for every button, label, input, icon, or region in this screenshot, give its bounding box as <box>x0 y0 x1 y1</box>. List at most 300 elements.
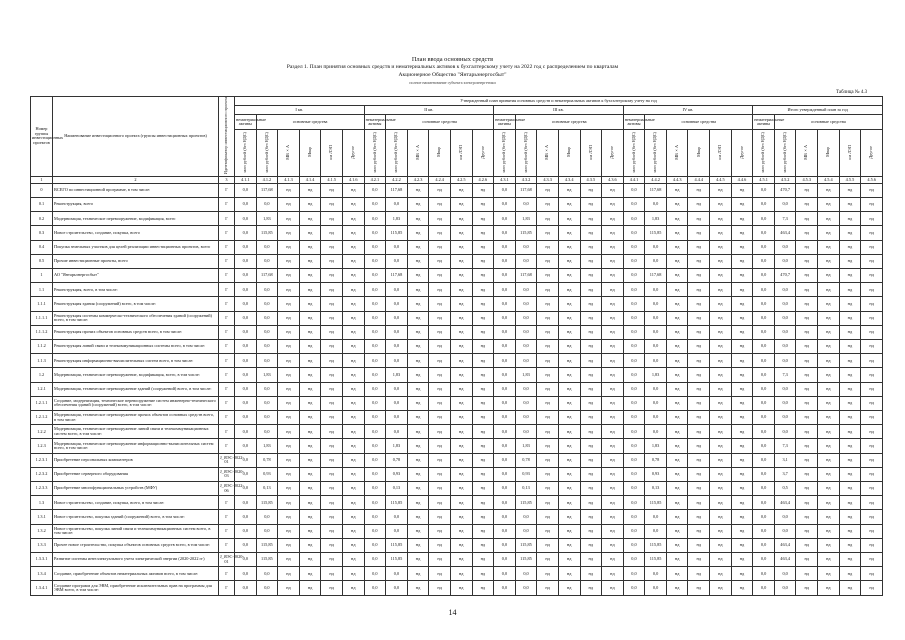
table-row <box>31 510 883 524</box>
cell-empty: нд <box>710 439 732 453</box>
cell-empty: нд <box>407 396 429 410</box>
row-id: Г <box>219 226 235 240</box>
sub-header: млн рублей (без НДС) <box>623 130 645 176</box>
cell-os: 115,85 <box>256 496 278 510</box>
cell-empty: нд <box>666 510 688 524</box>
cell-empty: нд <box>710 368 732 382</box>
sub-header: км ЛЭП <box>839 130 861 176</box>
cell-empty: нд <box>472 439 494 453</box>
sub-header: МВ×А <box>537 130 559 176</box>
row-num: 1.2.1.2 <box>31 411 53 425</box>
table-row <box>31 453 883 467</box>
table-row <box>31 439 883 453</box>
cell-empty: нд <box>450 325 472 339</box>
cell-empty: нд <box>407 411 429 425</box>
cell-empty: нд <box>688 411 710 425</box>
group-header-nma: нематериальные активы <box>364 115 386 130</box>
cell-empty: нд <box>861 496 883 510</box>
cell-empty: нд <box>450 311 472 325</box>
cell-empty: нд <box>472 269 494 283</box>
cell-nma: 0,0 <box>753 212 775 226</box>
cell-nma: 0,0 <box>753 467 775 481</box>
cell-nma: 0,0 <box>364 453 386 467</box>
cell-empty: нд <box>537 553 559 567</box>
cell-empty: нд <box>537 226 559 240</box>
table-row <box>31 411 883 425</box>
cell-empty: нд <box>580 240 602 254</box>
sub-header: МВ×А <box>278 130 300 176</box>
cell-nma: 0,0 <box>364 396 386 410</box>
cell-empty: нд <box>342 453 364 467</box>
row-name: Создание программ для ЭВМ, приобретение исключительных прав на программы для ЭВМ всего, в том числе: <box>53 581 219 595</box>
cell-empty: нд <box>278 226 300 240</box>
cell-empty: нд <box>299 340 321 354</box>
cell-empty: нд <box>710 183 732 197</box>
cell-empty: нд <box>796 212 818 226</box>
cell-nma: 0,0 <box>364 368 386 382</box>
quarter-header-q1: I кв. <box>235 105 365 115</box>
cell-empty: нд <box>796 538 818 552</box>
cell-empty: нд <box>407 297 429 311</box>
cell-empty: нд <box>796 311 818 325</box>
cell-empty: нд <box>429 496 451 510</box>
cell-nma: 0,0 <box>235 538 257 552</box>
row-name: Модернизация, техническое перевооружение линий связи и телекоммуникационных систем всего, в том числе: <box>53 425 219 439</box>
cell-empty: нд <box>731 212 753 226</box>
cell-nma: 0,0 <box>235 183 257 197</box>
cell-empty: нд <box>731 453 753 467</box>
cell-empty: нд <box>688 425 710 439</box>
cell-nma: 0,0 <box>623 567 645 581</box>
cell-empty: нд <box>666 297 688 311</box>
cell-empty: нд <box>580 396 602 410</box>
cell-empty: нд <box>818 354 840 368</box>
cell-empty: нд <box>580 226 602 240</box>
row-num: 1.3.2 <box>31 524 53 538</box>
cell-nma: 0,0 <box>753 325 775 339</box>
cell-empty: нд <box>558 524 580 538</box>
cell-empty: нд <box>839 439 861 453</box>
cell-os: 0,0 <box>774 411 796 425</box>
cell-empty: нд <box>321 411 343 425</box>
cell-empty: нд <box>580 183 602 197</box>
row-num: 1 <box>31 269 53 283</box>
cell-empty: нд <box>321 439 343 453</box>
cell-os: 1,83 <box>515 368 537 382</box>
cell-empty: нд <box>839 538 861 552</box>
cell-empty: нд <box>710 396 732 410</box>
cell-empty: нд <box>666 283 688 297</box>
cell-os: 117,68 <box>256 269 278 283</box>
cell-empty: нд <box>602 453 624 467</box>
cell-empty: нд <box>450 510 472 524</box>
cell-empty: нд <box>537 467 559 481</box>
cell-os: 117,68 <box>515 269 537 283</box>
cell-empty: нд <box>796 425 818 439</box>
cell-empty: нд <box>861 382 883 396</box>
cell-empty: нд <box>472 382 494 396</box>
cell-empty: нд <box>861 226 883 240</box>
cell-os: 0,0 <box>774 325 796 339</box>
cell-empty: нд <box>688 553 710 567</box>
cell-empty: нд <box>450 212 472 226</box>
cell-empty: нд <box>861 240 883 254</box>
cell-nma: 0,0 <box>753 482 775 496</box>
cell-empty: нд <box>407 538 429 552</box>
table-row <box>31 425 883 439</box>
cell-nma: 0,0 <box>623 411 645 425</box>
row-id: Г <box>219 297 235 311</box>
col-number: 4.4.6 <box>731 176 753 183</box>
cell-nma: 0,0 <box>753 254 775 268</box>
cell-os: 115,85 <box>386 538 408 552</box>
cell-os: 463,4 <box>774 538 796 552</box>
cell-empty: нд <box>321 524 343 538</box>
cell-nma: 0,0 <box>753 553 775 567</box>
cell-empty: нд <box>839 197 861 211</box>
cell-empty: нд <box>861 254 883 268</box>
cell-os: 0,0 <box>386 340 408 354</box>
col-number: 4.3.2 <box>515 176 537 183</box>
row-num: 1.1.1.2 <box>31 325 53 339</box>
row-name: Реконструкция информационно-вычислительных систем всего, в том числе: <box>53 354 219 368</box>
cell-empty: нд <box>861 183 883 197</box>
cell-nma: 0,0 <box>235 439 257 453</box>
cell-empty: нд <box>688 396 710 410</box>
cell-empty: нд <box>861 354 883 368</box>
cell-empty: нд <box>839 524 861 538</box>
cell-nma: 0,0 <box>623 382 645 396</box>
cell-empty: нд <box>407 467 429 481</box>
cell-nma: 0,0 <box>364 581 386 595</box>
cell-os: 115,85 <box>515 553 537 567</box>
cell-nma: 0,0 <box>235 368 257 382</box>
row-num: 1.2 <box>31 368 53 382</box>
sub-header: Другое <box>861 130 883 176</box>
cell-empty: нд <box>796 496 818 510</box>
cell-empty: нд <box>537 581 559 595</box>
cell-nma: 0,0 <box>235 340 257 354</box>
cell-empty: нд <box>429 212 451 226</box>
cell-empty: нд <box>861 467 883 481</box>
cell-os: 0,0 <box>774 524 796 538</box>
cell-empty: нд <box>558 482 580 496</box>
cell-empty: нд <box>472 197 494 211</box>
row-name: Развитие системы интеллектуального учета электрической энергии (2020-2022 гг) <box>53 553 219 567</box>
cell-empty: нд <box>321 197 343 211</box>
cell-empty: нд <box>666 226 688 240</box>
cell-empty: нд <box>278 482 300 496</box>
cell-os: 115,85 <box>386 553 408 567</box>
cell-nma: 0,0 <box>623 553 645 567</box>
cell-empty: нд <box>407 510 429 524</box>
cell-empty: нд <box>407 240 429 254</box>
col-number: 4.5.2 <box>774 176 796 183</box>
cell-nma: 0,0 <box>235 396 257 410</box>
cell-empty: нд <box>710 197 732 211</box>
cell-empty: нд <box>602 467 624 481</box>
cell-empty: нд <box>321 240 343 254</box>
cell-nma: 0,0 <box>364 510 386 524</box>
cell-os: 0,0 <box>515 340 537 354</box>
cell-empty: нд <box>278 340 300 354</box>
cell-os: 117,68 <box>256 183 278 197</box>
cell-empty: нд <box>558 553 580 567</box>
cell-empty: нд <box>688 269 710 283</box>
cell-nma: 0,0 <box>494 439 516 453</box>
cell-empty: нд <box>450 254 472 268</box>
cell-empty: нд <box>537 354 559 368</box>
cell-empty: нд <box>731 482 753 496</box>
cell-empty: нд <box>321 425 343 439</box>
cell-empty: нд <box>407 283 429 297</box>
row-name: Приобретение многофункциональных устройств (МФУ) <box>53 482 219 496</box>
cell-nma: 0,0 <box>623 396 645 410</box>
cell-empty: нд <box>796 482 818 496</box>
cell-empty: нд <box>710 297 732 311</box>
cell-os: 0,0 <box>256 382 278 396</box>
col-number: 4.1.1 <box>235 176 257 183</box>
cell-nma: 0,0 <box>494 197 516 211</box>
col-number: 4.5.4 <box>818 176 840 183</box>
cell-empty: нд <box>321 538 343 552</box>
cell-empty: нд <box>342 425 364 439</box>
col-number: 4.2.4 <box>429 176 451 183</box>
table-row <box>31 269 883 283</box>
sub-header: МВ×А <box>407 130 429 176</box>
cell-empty: нд <box>450 283 472 297</box>
cell-nma: 0,0 <box>623 283 645 297</box>
cell-empty: нд <box>429 240 451 254</box>
cell-empty: нд <box>796 510 818 524</box>
cell-os: 117,68 <box>386 269 408 283</box>
cell-empty: нд <box>731 340 753 354</box>
cell-empty: нд <box>861 212 883 226</box>
cell-empty: нд <box>688 496 710 510</box>
cell-empty: нд <box>407 340 429 354</box>
cell-empty: нд <box>407 254 429 268</box>
cell-empty: нд <box>450 567 472 581</box>
cell-os: 7,3 <box>774 439 796 453</box>
cell-empty: нд <box>299 411 321 425</box>
cell-empty: нд <box>861 581 883 595</box>
cell-nma: 0,0 <box>753 496 775 510</box>
row-id: Г <box>219 425 235 439</box>
cell-empty: нд <box>472 240 494 254</box>
cell-nma: 0,0 <box>753 197 775 211</box>
cell-empty: нд <box>688 368 710 382</box>
sub-header: Другое <box>602 130 624 176</box>
cell-empty: нд <box>602 538 624 552</box>
cell-empty: нд <box>342 396 364 410</box>
cell-os: 0,0 <box>515 325 537 339</box>
cell-empty: нд <box>342 368 364 382</box>
row-id: Г <box>219 240 235 254</box>
cell-nma: 0,0 <box>235 254 257 268</box>
cell-os: 1,83 <box>386 439 408 453</box>
cell-empty: нд <box>688 538 710 552</box>
cell-nma: 0,0 <box>235 311 257 325</box>
cell-empty: нд <box>839 254 861 268</box>
cell-os: 115,85 <box>515 496 537 510</box>
cell-nma: 0,0 <box>235 524 257 538</box>
row-id: Г <box>219 382 235 396</box>
table-row <box>31 297 883 311</box>
cell-nma: 0,0 <box>753 354 775 368</box>
group-header-nma: нематериальные активы <box>235 115 257 130</box>
cell-os: 470,7 <box>774 183 796 197</box>
cell-os: 117,68 <box>645 269 667 283</box>
cell-empty: нд <box>407 425 429 439</box>
cell-empty: нд <box>710 226 732 240</box>
cell-empty: нд <box>818 396 840 410</box>
cell-empty: нд <box>666 340 688 354</box>
cell-empty: нд <box>839 183 861 197</box>
cell-nma: 0,0 <box>364 524 386 538</box>
cell-empty: нд <box>839 467 861 481</box>
group-header-os: основные средства <box>386 115 494 130</box>
row-id: J_ЯЭС-2020-03 <box>219 467 235 481</box>
cell-empty: нд <box>796 411 818 425</box>
cell-nma: 0,0 <box>235 226 257 240</box>
cell-empty: нд <box>558 340 580 354</box>
cell-empty: нд <box>839 496 861 510</box>
row-num: 1.1.2 <box>31 340 53 354</box>
cell-empty: нд <box>342 197 364 211</box>
cell-empty: нд <box>796 297 818 311</box>
cell-empty: нд <box>321 496 343 510</box>
cell-os: 0,0 <box>256 411 278 425</box>
cell-nma: 0,0 <box>364 538 386 552</box>
cell-nma: 0,0 <box>235 354 257 368</box>
table-row <box>31 325 883 339</box>
cell-os: 0,0 <box>515 581 537 595</box>
cell-nma: 0,0 <box>364 553 386 567</box>
table-row <box>31 581 883 595</box>
cell-nma: 0,0 <box>623 581 645 595</box>
cell-empty: нд <box>666 467 688 481</box>
cell-empty: нд <box>688 283 710 297</box>
cell-empty: нд <box>580 197 602 211</box>
cell-empty: нд <box>666 382 688 396</box>
cell-empty: нд <box>796 254 818 268</box>
cell-empty: нд <box>558 510 580 524</box>
cell-empty: нд <box>278 297 300 311</box>
cell-os: 1,83 <box>256 368 278 382</box>
document-title: План ввода основных средств <box>411 56 494 63</box>
row-id: Г <box>219 183 235 197</box>
cell-os: 0,0 <box>774 382 796 396</box>
cell-empty: нд <box>342 297 364 311</box>
cell-empty: нд <box>861 510 883 524</box>
cell-empty: нд <box>861 396 883 410</box>
cell-empty: нд <box>861 411 883 425</box>
cell-empty: нд <box>666 439 688 453</box>
cell-empty: нд <box>299 297 321 311</box>
row-num: 0.3 <box>31 226 53 240</box>
cell-empty: нд <box>558 269 580 283</box>
cell-nma: 0,0 <box>623 183 645 197</box>
cell-empty: нд <box>558 411 580 425</box>
table-row <box>31 311 883 325</box>
cell-empty: нд <box>731 183 753 197</box>
cell-empty: нд <box>278 453 300 467</box>
cell-empty: нд <box>839 482 861 496</box>
cell-nma: 0,0 <box>494 538 516 552</box>
cell-empty: нд <box>688 467 710 481</box>
cell-empty: нд <box>321 297 343 311</box>
cell-empty: нд <box>321 553 343 567</box>
cell-empty: нд <box>796 382 818 396</box>
col-number: 4.1.4 <box>299 176 321 183</box>
cell-os: 0,0 <box>645 297 667 311</box>
cell-empty: нд <box>580 510 602 524</box>
cell-empty: нд <box>537 240 559 254</box>
row-id: J_ЯЭС-2022-06 <box>219 482 235 496</box>
cell-empty: нд <box>861 453 883 467</box>
cell-nma: 0,0 <box>235 453 257 467</box>
cell-empty: нд <box>666 212 688 226</box>
cell-empty: нд <box>710 581 732 595</box>
row-num: 0.2 <box>31 212 53 226</box>
cell-empty: нд <box>710 382 732 396</box>
cell-empty: нд <box>429 396 451 410</box>
col-number: 4.2.1 <box>364 176 386 183</box>
row-name: Покупка земельных участков для целей реализации инвестиционных проектов, всего <box>53 240 219 254</box>
cell-nma: 0,0 <box>753 240 775 254</box>
cell-os: 1,83 <box>386 368 408 382</box>
cell-os: 0,0 <box>645 425 667 439</box>
row-name: Модернизация, техническое перевооружение зданий (сооружений) всего, в том числе: <box>53 382 219 396</box>
group-header-os: основные средства <box>774 115 882 130</box>
cell-os: 0,0 <box>515 382 537 396</box>
cell-os: 0,0 <box>386 524 408 538</box>
cell-empty: нд <box>558 439 580 453</box>
cell-os: 0,0 <box>774 581 796 595</box>
cell-empty: нд <box>861 283 883 297</box>
cell-nma: 0,0 <box>494 354 516 368</box>
cell-empty: нд <box>818 425 840 439</box>
cell-empty: нд <box>839 396 861 410</box>
cell-nma: 0,0 <box>235 467 257 481</box>
cell-empty: нд <box>429 411 451 425</box>
cell-empty: нд <box>861 269 883 283</box>
cell-empty: нд <box>861 325 883 339</box>
cell-empty: нд <box>688 524 710 538</box>
cell-empty: нд <box>450 581 472 595</box>
cell-os: 0,0 <box>386 567 408 581</box>
cell-nma: 0,0 <box>494 382 516 396</box>
cell-empty: нд <box>688 382 710 396</box>
cell-empty: нд <box>731 283 753 297</box>
cell-empty: нд <box>342 524 364 538</box>
cell-empty: нд <box>796 197 818 211</box>
cell-empty: нд <box>342 354 364 368</box>
sub-header: млн рублей (без НДС) <box>256 130 278 176</box>
table-row <box>31 482 883 496</box>
col-number: 4.1.5 <box>321 176 343 183</box>
cell-empty: нд <box>839 553 861 567</box>
cell-empty: нд <box>429 382 451 396</box>
cell-empty: нд <box>407 269 429 283</box>
cell-empty: нд <box>818 283 840 297</box>
cell-nma: 0,0 <box>364 226 386 240</box>
cell-os: 0,93 <box>515 467 537 481</box>
cell-empty: нд <box>299 396 321 410</box>
cell-os: 0,0 <box>386 240 408 254</box>
cell-empty: нд <box>278 183 300 197</box>
row-id: Г <box>219 197 235 211</box>
